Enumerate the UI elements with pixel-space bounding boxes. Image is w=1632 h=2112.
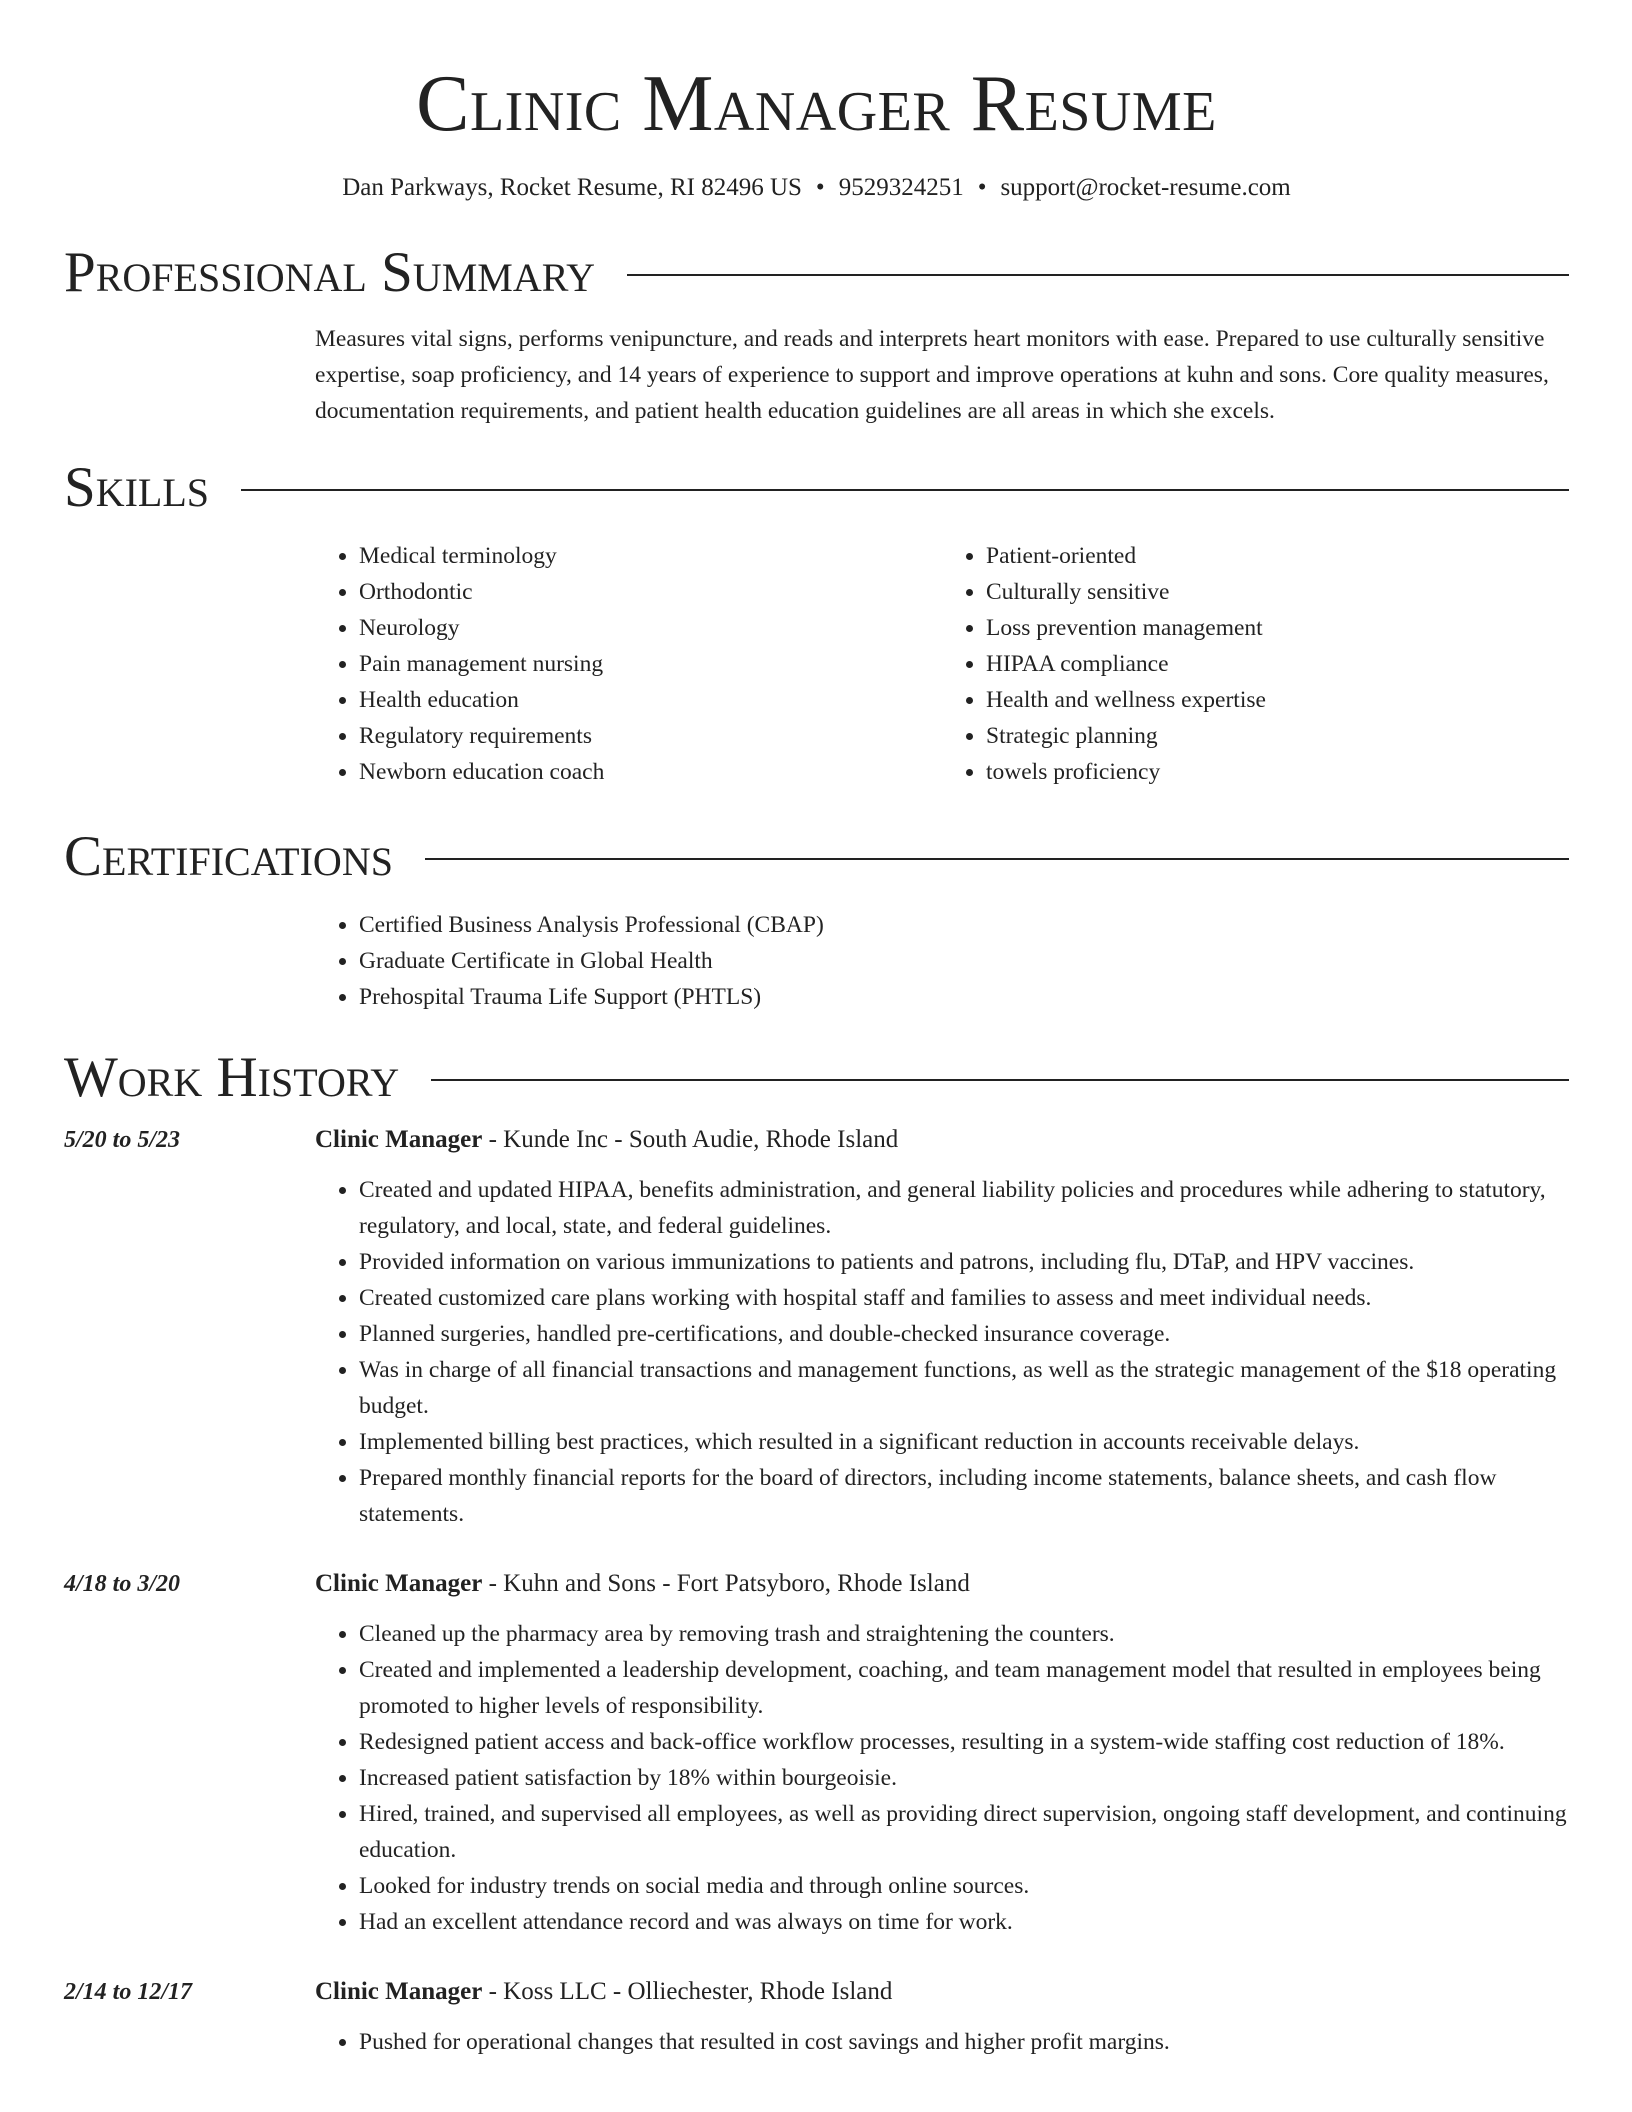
list-item: • towels proficiency xyxy=(986,754,1569,790)
job-bullets xyxy=(315,1172,1569,1532)
section-heading: Professional Summary xyxy=(64,241,596,304)
list-item: • HIPAA compliance xyxy=(986,646,1569,682)
list-item: • Neurology xyxy=(359,610,942,646)
job-company: - Kunde Inc - South Audie, Rhode Island xyxy=(482,1126,899,1153)
job-bullets xyxy=(315,2024,1569,2060)
section-header-skills xyxy=(64,456,1569,519)
contact-email: support@rocket-resume.com xyxy=(1000,174,1291,201)
list-item: • Looked for industry trends on social media and through online sources. xyxy=(359,1868,1569,1904)
resume-page xyxy=(64,0,1569,2060)
section-divider xyxy=(425,858,1569,860)
job-details xyxy=(315,1974,1569,2060)
certifications-list xyxy=(315,907,1569,1015)
list-item: • Certified Business Analysis Professional (CBAP) xyxy=(359,907,1569,943)
list-item: • Increased patient satisfaction by 18% within bourgeoisie. xyxy=(359,1760,1569,1796)
list-item: • Hired, trained, and supervised all employees, as well as providing direct supervision, ongoing staff development, and continuing education. xyxy=(359,1796,1569,1868)
skills-column-right xyxy=(942,538,1569,790)
list-item: • Newborn education coach xyxy=(359,754,942,790)
list-item: • Cleaned up the pharmacy area by removing trash and straightening the counters. xyxy=(359,1616,1569,1652)
job-company: - Kuhn and Sons - Fort Patsyboro, Rhode Island xyxy=(482,1570,970,1597)
list-item: • Created and updated HIPAA, benefits administration, and general liability policies and procedures while adhering to statutory, regulatory, and local, state, and federal guidelines. xyxy=(359,1172,1569,1244)
contact-address: Dan Parkways, Rocket Resume, RI 82496 US xyxy=(342,174,802,201)
job-entry xyxy=(64,1566,1569,1940)
list-item: • Patient-oriented xyxy=(986,538,1569,574)
list-item: • Was in charge of all financial transactions and management functions, as well as the strategic management of the $18 operating budget. xyxy=(359,1352,1569,1424)
skills-list xyxy=(315,538,1569,790)
job-entry xyxy=(64,1974,1569,2060)
summary-text: Measures vital signs, performs venipuncture, and reads and interprets heart monitors with ease. Prepared to use culturally sensitive expertise, soap proficiency, and 14 years of experience to support and improve operations at kuhn and sons. Core quality measures, documentation requirements, and patient health education guidelines are all areas in which she excels. xyxy=(315,326,1549,424)
list-item: • Implemented billing best practices, which resulted in a significant reduction in accounts receivable delays. xyxy=(359,1424,1569,1460)
job-company: - Koss LLC - Olliechester, Rhode Island xyxy=(482,1978,893,2005)
job-heading xyxy=(315,1974,1569,2010)
list-item: • Created customized care plans working with hospital staff and families to assess and meet individual needs. xyxy=(359,1280,1569,1316)
list-item: • Loss prevention management xyxy=(986,610,1569,646)
job-title: Clinic Manager xyxy=(315,1570,483,1597)
job-details xyxy=(315,1566,1569,1940)
list-item: • Planned surgeries, handled pre-certifications, and double-checked insurance coverage. xyxy=(359,1316,1569,1352)
contact-separator: • xyxy=(815,174,825,201)
job-dates: 4/18 to 3/20 xyxy=(64,1571,181,1597)
list-item: • Orthodontic xyxy=(359,574,942,610)
section-divider xyxy=(431,1079,1569,1081)
section-heading: Certifications xyxy=(64,825,393,888)
list-item: • Created and implemented a leadership development, coaching, and team management model that resulted in employees being promoted to higher levels of responsibility. xyxy=(359,1652,1569,1724)
list-item: • Redesigned patient access and back-office workflow processes, resulting in a system-wide staffing cost reduction of 18%. xyxy=(359,1724,1569,1760)
job-heading xyxy=(315,1566,1569,1602)
list-item: • Graduate Certificate in Global Health xyxy=(359,943,1569,979)
list-item: • Culturally sensitive xyxy=(986,574,1569,610)
section-header-work-history xyxy=(64,1046,1569,1109)
list-item: • Health education xyxy=(359,682,942,718)
section-divider xyxy=(241,489,1569,491)
section-header-certifications xyxy=(64,825,1569,888)
list-item: • Medical terminology xyxy=(359,538,942,574)
skills-column-left xyxy=(315,538,942,790)
list-item: • Prepared monthly financial reports for the board of directors, including income statements, balance sheets, and cash flow statements. xyxy=(359,1460,1569,1532)
list-item: • Strategic planning xyxy=(986,718,1569,754)
list-item: • Regulatory requirements xyxy=(359,718,942,754)
job-title: Clinic Manager xyxy=(315,1126,483,1153)
list-item: • Provided information on various immunizations to patients and patrons, including flu, DTaP, and HPV vaccines. xyxy=(359,1244,1569,1280)
job-title: Clinic Manager xyxy=(315,1978,483,2005)
job-heading xyxy=(315,1122,1569,1158)
section-heading: Work History xyxy=(64,1046,400,1109)
list-item: • Had an excellent attendance record and was always on time for work. xyxy=(359,1904,1569,1940)
resume-title: Clinic Manager Resume xyxy=(416,60,1217,148)
section-divider xyxy=(627,274,1569,276)
contact-line xyxy=(64,174,1569,202)
job-dates: 5/20 to 5/23 xyxy=(64,1127,181,1153)
list-item: • Pushed for operational changes that resulted in cost savings and higher profit margins. xyxy=(359,2024,1569,2060)
job-bullets xyxy=(315,1616,1569,1940)
list-item: • Health and wellness expertise xyxy=(986,682,1569,718)
section-header-summary xyxy=(64,241,1569,304)
list-item: • Prehospital Trauma Life Support (PHTLS) xyxy=(359,979,1569,1015)
job-entry xyxy=(64,1122,1569,1532)
contact-phone: 9529324251 xyxy=(838,174,964,201)
job-details xyxy=(315,1122,1569,1532)
job-dates: 2/14 to 12/17 xyxy=(64,1979,193,2005)
list-item: • Pain management nursing xyxy=(359,646,942,682)
section-heading: Skills xyxy=(64,456,210,519)
contact-separator: • xyxy=(977,174,987,201)
